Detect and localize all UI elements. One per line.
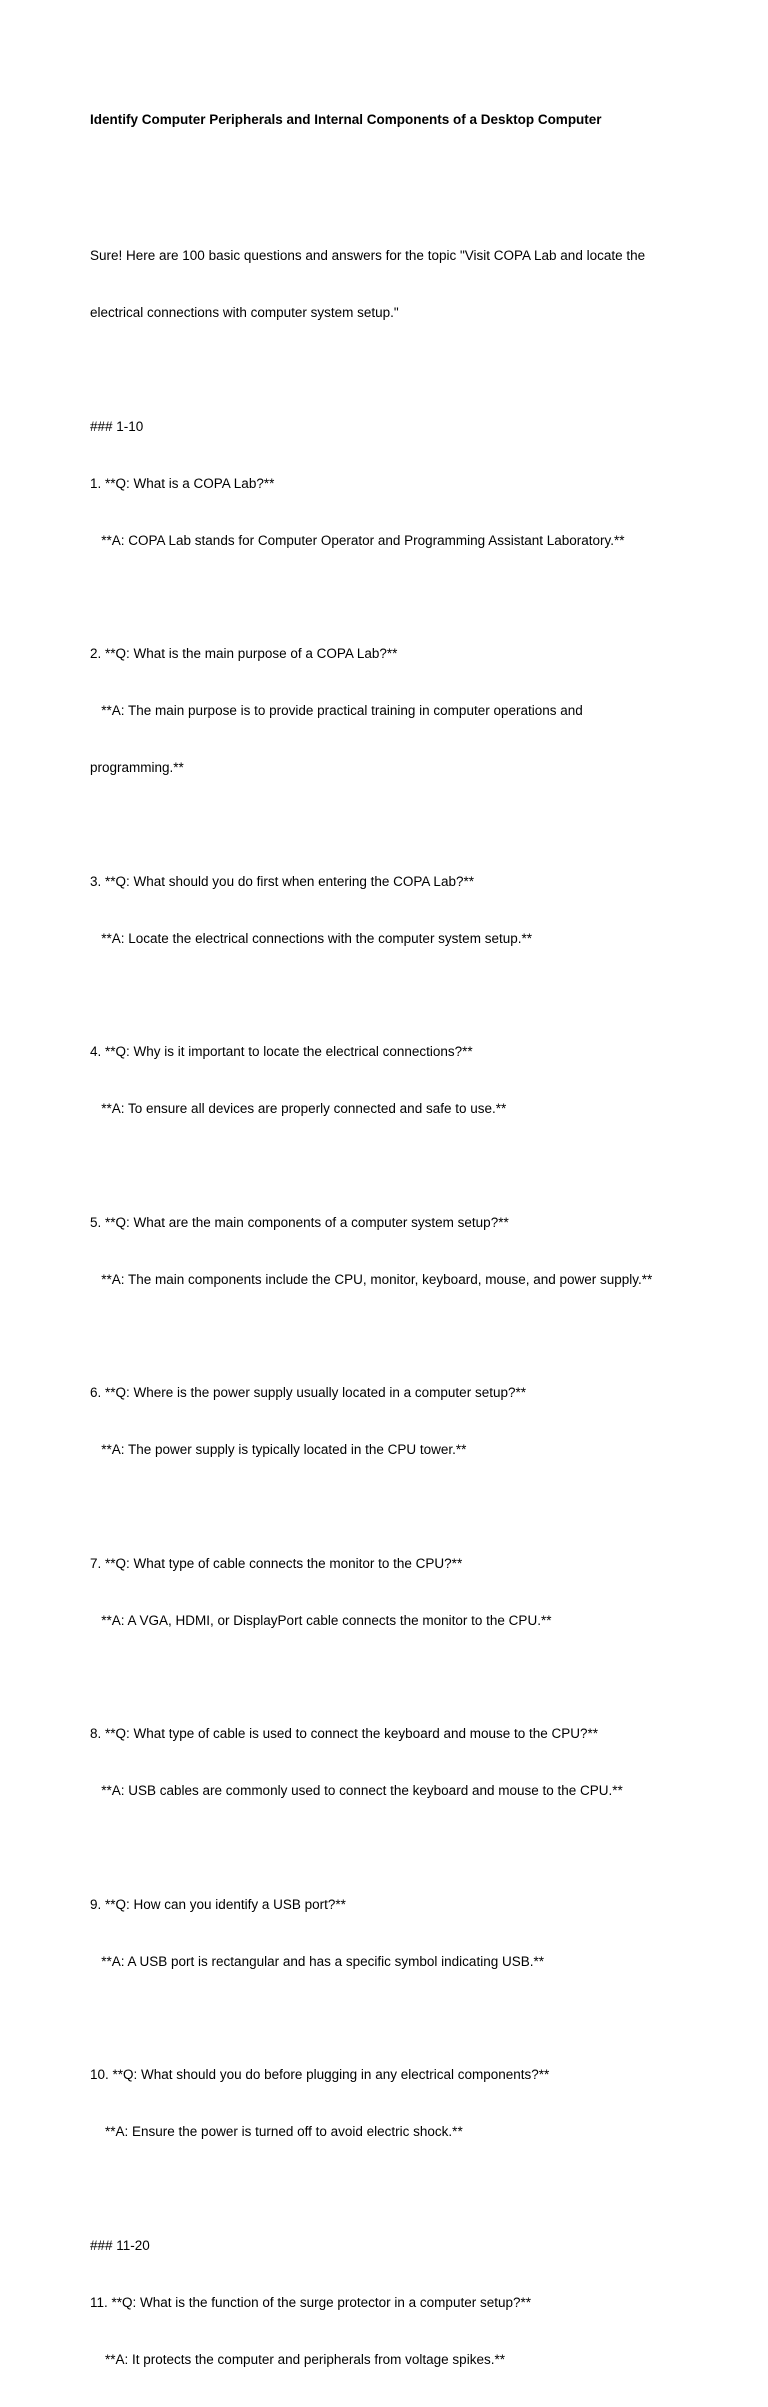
- question-text: 10. **Q: What should you do before plugging in any electrical components?**: [90, 2067, 550, 2082]
- qa-item: [90, 1857, 730, 2009]
- question-text: 2. **Q: What is the main purpose of a COPA Lab?**: [90, 646, 398, 661]
- question-text: 7. **Q: What type of cable connects the monitor to the CPU?**: [90, 1555, 463, 1571]
- question-text: 6. **Q: Where is the power supply usually located in a computer setup?**: [90, 1385, 526, 1400]
- qa-item: [90, 2027, 730, 2179]
- qa-item: [90, 1516, 730, 1668]
- section-heading: ### 11-20: [90, 2237, 150, 2253]
- answer-text: **A: A USB port is rectangular and has a specific symbol indicating USB.**: [90, 1953, 544, 1969]
- answer-text: **A: Ensure the power is turned off to avoid electric shock.**: [90, 2124, 463, 2139]
- qa-item: [90, 606, 730, 815]
- intro-paragraph: [90, 208, 730, 360]
- answer-text: **A: It protects the computer and peripherals from voltage spikes.**: [90, 2351, 505, 2367]
- answer-text: **A: The power supply is typically located in the CPU tower.**: [90, 1442, 467, 1457]
- answer-text: **A: COPA Lab stands for Computer Operator and Programming Assistant Laboratory.**: [90, 532, 625, 548]
- question-text: 9. **Q: How can you identify a USB port?**: [90, 1896, 346, 1912]
- answer-text: **A: The main purpose is to provide practical training in computer operations and: [90, 703, 583, 718]
- section-1: [90, 379, 730, 588]
- answer-text: **A: USB cables are commonly used to connect the keyboard and mouse to the CPU.**: [90, 1783, 623, 1798]
- question-text: 5. **Q: What are the main components of a computer system setup?**: [90, 1214, 509, 1230]
- question-text: 8. **Q: What type of cable is used to connect the keyboard and mouse to the CPU?**: [90, 1726, 599, 1741]
- section-heading: ### 1-10: [90, 418, 144, 434]
- qa-item: [90, 1686, 730, 1838]
- qa-item: [90, 1345, 730, 1497]
- question-text: 3. **Q: What should you do first when entering the COPA Lab?**: [90, 873, 474, 889]
- intro-line: Sure! Here are 100 basic questions and answers for the topic "Visit COPA Lab and locate the: [90, 248, 646, 263]
- section-2: [90, 2198, 730, 2407]
- document-body: [90, 208, 730, 2407]
- intro-line: electrical connections with computer system setup.": [90, 305, 399, 320]
- answer-text: **A: To ensure all devices are properly connected and safe to use.**: [90, 1101, 507, 1116]
- answer-text: **A: Locate the electrical connections with the computer system setup.**: [90, 930, 532, 946]
- answer-text: **A: A VGA, HDMI, or DisplayPort cable connects the monitor to the CPU.**: [90, 1612, 552, 1628]
- qa-item: [90, 1175, 730, 1327]
- question-text: 11. **Q: What is the function of the surge protector in a computer setup?**: [90, 2294, 531, 2310]
- question-text: 4. **Q: Why is it important to locate the electrical connections?**: [90, 1044, 473, 1059]
- answer-text: programming.**: [90, 760, 184, 775]
- qa-item: [90, 834, 730, 986]
- answer-text: **A: The main components include the CPU, monitor, keyboard, mouse, and power supply.**: [90, 1271, 653, 1287]
- qa-item: [90, 1004, 730, 1156]
- document-title: Identify Computer Peripherals and Internal Components of a Desktop Computer: [90, 112, 602, 127]
- question-text: 1. **Q: What is a COPA Lab?**: [90, 475, 275, 491]
